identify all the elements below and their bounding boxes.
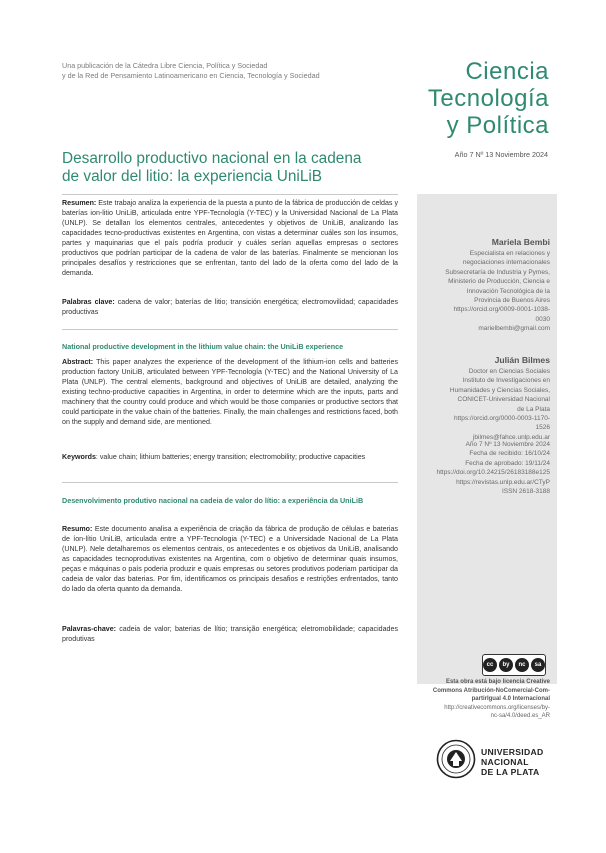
abstract-paragraph bbox=[62, 357, 398, 427]
author-line: Doctor en Ciencias Sociales bbox=[468, 368, 550, 375]
author-name: Julián Bilmes bbox=[494, 355, 550, 365]
author-card bbox=[412, 354, 550, 442]
author-orcid[interactable]: https://orcid.org/0009-0001-1038- bbox=[453, 306, 550, 314]
meta-issue: Año 7 Nº 13 Noviembre 2024 bbox=[465, 441, 550, 448]
abstract-text: This paper analyzes the experience of the development of the lithium-ion cells and batteries production factory UniLiB, articulated between YPF-Tecnología (Y-TEC) and the National University of La Plata (UNLP). The central elements, background and objectives of UniLiB are detailed, analyzing the existing techno-productive capacities in Argentina, in order to determine which are the inputs, parts and machinery that the country could produce and which would be those companies or productive sectors that could participate in the value chain of the batteries. Finally, the main challenges and restrictions faced, both on the supply and demand side, are mentioned. bbox=[62, 358, 398, 426]
sa-icon: sa bbox=[531, 658, 545, 672]
resumen-text: Este trabajo analiza la experiencia de la puesta a punto de la fábrica de producción de celdas y baterías ion-litio UniLiB, articulada entre YPF-Tecnología (Y-TEC) y la Universidad Nacional de La Plata (UNLP). Se detallan los elementos centrales, antecedentes y objetivos de UniLiB, analizando las capacidades tecno-productivas existentes en Argentina, con vistas a determinar cuáles son los insumos, partes y maquinarias que el país podría producir y cuáles serían aquellas empresas o sectores productivos que podrían participar de la cadena de valor de las baterías. Finalmente se mencionan los principales desafíos y restricciones que se enfrentan, tanto del lado de la oferta como del lado de la demanda. bbox=[62, 199, 398, 277]
author-line: Provincia de Buenos Aires bbox=[474, 297, 550, 305]
journal-title-line: y Política bbox=[446, 112, 549, 139]
palavras-paragraph bbox=[62, 624, 398, 644]
keywords-label: Palabras clave: bbox=[62, 298, 115, 306]
english-title: National productive development in the lithium value chain: the UniLiB experience bbox=[62, 342, 344, 351]
license-url[interactable]: http://creativecommons.org/licenses/by- bbox=[444, 704, 550, 711]
author-line: de La Plata bbox=[517, 405, 550, 413]
divider bbox=[62, 482, 398, 483]
publication-line: Una publicación de la Cátedra Libre Ciencia, Política y Sociedad bbox=[62, 61, 268, 70]
license-line: Commons Atribución-NoComercial-Com- bbox=[432, 687, 550, 694]
author-line: CONICET-Universidad Nacional bbox=[457, 396, 550, 404]
author-name: Mariela Bembi bbox=[491, 237, 550, 247]
meta-received: Fecha de recibido: 16/10/24 bbox=[469, 450, 550, 458]
meta-approved: Fecha de aprobado: 19/11/24 bbox=[465, 459, 550, 467]
author-line: negociaciones internacionales bbox=[462, 259, 550, 267]
portuguese-title: Desenvolvimento produtivo nacional na cadeia de valor do lítio: a experiência da UniLiB bbox=[62, 496, 364, 505]
issue-label: Año 7 Nº 13 Noviembre 2024 bbox=[454, 150, 548, 159]
keywords-en-text: : value chain; lithium batteries; energy transition; electromobility; productive capacities bbox=[95, 453, 366, 461]
keywords-paragraph bbox=[62, 297, 398, 317]
author-orcid[interactable]: 0030 bbox=[535, 315, 550, 323]
author-line: Innovación Tecnológica de la bbox=[466, 287, 550, 295]
author-orcid[interactable]: 1526 bbox=[535, 424, 550, 432]
university-line: NACIONAL bbox=[481, 757, 529, 767]
cc-license-badge[interactable] bbox=[482, 654, 546, 676]
journal-title-line: Tecnología bbox=[427, 85, 549, 112]
author-line: Ministerio de Producción, Ciencia e bbox=[448, 278, 550, 286]
keywords-text: cadena de valor; baterías de litio; transición energética; electromovilidad; capacidades productivas bbox=[62, 298, 398, 316]
resumo-label: Resumo: bbox=[62, 525, 93, 533]
divider bbox=[62, 329, 398, 330]
article-title-line: Desarrollo productivo nacional en la cadena bbox=[62, 150, 362, 167]
cc-icon: cc bbox=[483, 658, 497, 672]
abstract-label: Abstract: bbox=[62, 358, 94, 366]
license-url[interactable]: nc-sa/4.0/deed.es_AR bbox=[490, 713, 550, 720]
publication-meta bbox=[412, 440, 550, 496]
author-line: Humanidades y Ciencias Sociales, bbox=[449, 386, 550, 394]
article-title-line: de valor del litio: la experiencia UniLiB bbox=[62, 168, 323, 185]
license-line: partirIgual 4.0 Internacional bbox=[471, 696, 550, 703]
publication-line: y de la Red de Pensamiento Latinoamericano en Ciencia, Tecnología y Sociedad bbox=[62, 71, 320, 80]
nc-icon: nc bbox=[515, 658, 529, 672]
resumo-paragraph bbox=[62, 524, 398, 594]
by-icon: by bbox=[499, 658, 513, 672]
journal-title bbox=[428, 58, 549, 139]
author-orcid[interactable]: https://orcid.org/0000-0003-1170- bbox=[454, 415, 550, 423]
author-line: Especialista en relaciones y bbox=[469, 250, 550, 257]
resumen-label: Resumen: bbox=[62, 199, 97, 207]
keywords-en-paragraph bbox=[62, 452, 398, 462]
author-line: Instituto de Investigaciones en bbox=[462, 377, 550, 385]
meta-doi[interactable]: https://doi.org/10.24215/26183188e125 bbox=[436, 469, 550, 477]
meta-issn: ISSN 2618-3188 bbox=[501, 488, 550, 496]
author-card bbox=[412, 236, 550, 334]
university-name bbox=[481, 747, 544, 777]
resumo-text: Este documento analisa a experiência de criação da fábrica de produção de células e baterias de íon-lítio UniLiB, articulada entre a YPF-Tecnologia (Y-TEC) e a Universidade Nacional de La Plata (UNLP). Nele detalharemos os elementos centrais, os antecedentes e os objetivos da UniLiB, analisando as capacidades tecnoprodutivas existentes na Argentina, com o objetivo de determinar quais insumos, peças e máquinas o país poderia produzir e quais empresas ou setores produtivos poderiam participar da cadeia de valor das baterias. Por fim, identificamos os principais desafios e restrições enfrentados, tanto do lado da oferta quanto da demanda. bbox=[62, 525, 398, 593]
author-email[interactable]: marielbembi@gmail.com bbox=[478, 325, 550, 333]
resumen-paragraph bbox=[62, 198, 398, 278]
palavras-label: Palavras-chave: bbox=[62, 625, 117, 633]
keywords-en-label: Keywords bbox=[62, 453, 96, 461]
palavras-text: cadeia de valor; baterias de lítio; transição energética; eletromobilidade; capacidades produtivas bbox=[62, 625, 398, 643]
license-line: Esta obra está bajo licencia Creative bbox=[445, 679, 550, 685]
license-text bbox=[412, 678, 550, 721]
university-line: DE LA PLATA bbox=[481, 767, 540, 777]
author-email[interactable]: jbilmes@fahce.unlp.edu.ar bbox=[472, 433, 550, 441]
author-line: Subsecretaría de Industria y Pymes, bbox=[445, 268, 550, 276]
publication-statement bbox=[62, 61, 402, 81]
university-seal-icon bbox=[436, 739, 476, 779]
meta-journal-url[interactable]: https://revistas.unlp.edu.ar/CTyP bbox=[456, 478, 550, 486]
article-title bbox=[62, 150, 392, 186]
university-line: UNIVERSIDAD bbox=[481, 747, 544, 757]
journal-title-line: Ciencia bbox=[465, 58, 549, 85]
divider bbox=[62, 194, 398, 195]
